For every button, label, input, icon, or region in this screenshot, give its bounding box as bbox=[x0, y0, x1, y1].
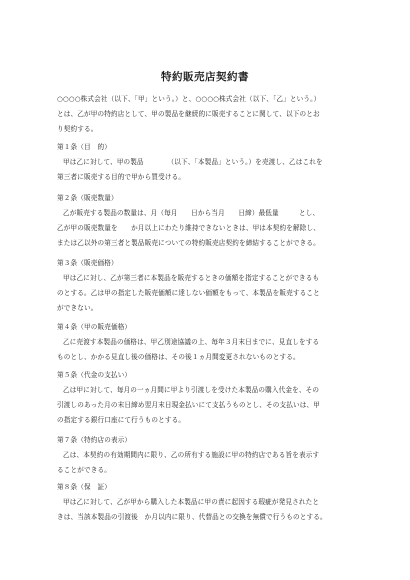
body-text-line: の指定する銀行口座にて行うものとする。 bbox=[57, 416, 186, 424]
body-text-line: 乙に売渡す本製品の価格は、甲乙別途協議の上、毎年３月末日までに、見直しをする bbox=[63, 338, 320, 346]
article-heading: 第１条（目 的） bbox=[57, 143, 111, 151]
body-text-line: 甲は乙に対して、乙が甲から購入した本製品に甲の責に起因する瑕疵が発見されたと bbox=[63, 498, 320, 506]
article-heading: 第２条（販売数量） bbox=[57, 194, 118, 202]
preamble bbox=[57, 92, 357, 137]
body-text-line: 引渡しのあった月の末日締め翌月末日現金払いにて支払うものとし、その支払いは、甲 bbox=[57, 401, 320, 409]
article-heading: 第５条（代金の支払い） bbox=[57, 371, 132, 379]
body-text-line: り契約する。 bbox=[57, 125, 98, 133]
article-heading: 第３条（販売価格） bbox=[57, 259, 118, 267]
article-section bbox=[57, 480, 357, 525]
body-text-line: または乙以外の第三者と製品販売についての特約販売店契約を締結することができる。 bbox=[57, 239, 320, 247]
article-heading: 第８条（保 証） bbox=[57, 483, 111, 491]
body-text-line: 甲は乙に対し、乙が第三者に本製品を販売するときの価額を指定することができるも bbox=[63, 274, 320, 282]
body-text-line: ○○○○株式会社（以下、「甲」という。）と、○○○○株式会社（以下、「乙」という。） bbox=[57, 95, 321, 103]
body-text-line: 甲は乙に対して、甲の製品 （以下、「本製品」という。）を売渡し、乙はこれを bbox=[63, 158, 323, 166]
body-text-line: 乙は甲に対して、毎月の一ヵ月間に甲より引渡しを受けた本製品の購入代金を、その bbox=[63, 386, 320, 394]
article-section bbox=[57, 256, 357, 316]
article-section bbox=[57, 433, 357, 478]
article-section bbox=[57, 320, 357, 365]
body-text-line: ることができる。 bbox=[57, 466, 111, 474]
article-heading: 第４条（甲の販売価格） bbox=[57, 323, 132, 331]
body-text-line: とは、乙が甲の特約店として、甲の製品を継続的に販売することに関して、以下のとお bbox=[57, 110, 320, 118]
body-text-line: 乙は、本契約の有効期間内に限り、乙の所有する施設に甲の特約店である旨を表示す bbox=[63, 451, 320, 459]
body-text-line: 乙が甲の販売数量を か月以上にわたり維持できないときは、甲は本契約を解除し、 bbox=[57, 224, 321, 232]
body-text-line: ものとし、かかる見直し後の価格は、その後１ヵ月間変更されないものとする。 bbox=[57, 353, 300, 361]
article-heading: 第７条（特約店の表示） bbox=[57, 436, 132, 444]
body-text-line: のとする。乙は甲の指定した販売価額に達しない価額をもって、本製品を販売すること bbox=[57, 289, 320, 297]
article-section bbox=[57, 368, 357, 428]
article-section bbox=[57, 191, 357, 251]
body-text-line: ができない。 bbox=[57, 304, 98, 312]
article-section bbox=[57, 140, 357, 185]
body-text-line: 第三者に販売する目的で甲から買受ける。 bbox=[57, 173, 186, 181]
body-text-line: 乙が販売する製品の数量は、月（毎月 日から当月 日締）最低量 とし、 bbox=[63, 209, 320, 217]
document-title: 特約販売店契約書 bbox=[161, 71, 249, 83]
body-text-line: きは、当該本製品の引渡後 か月以内に限り、代替品との交換を無償で行うものとする。 bbox=[57, 513, 327, 521]
